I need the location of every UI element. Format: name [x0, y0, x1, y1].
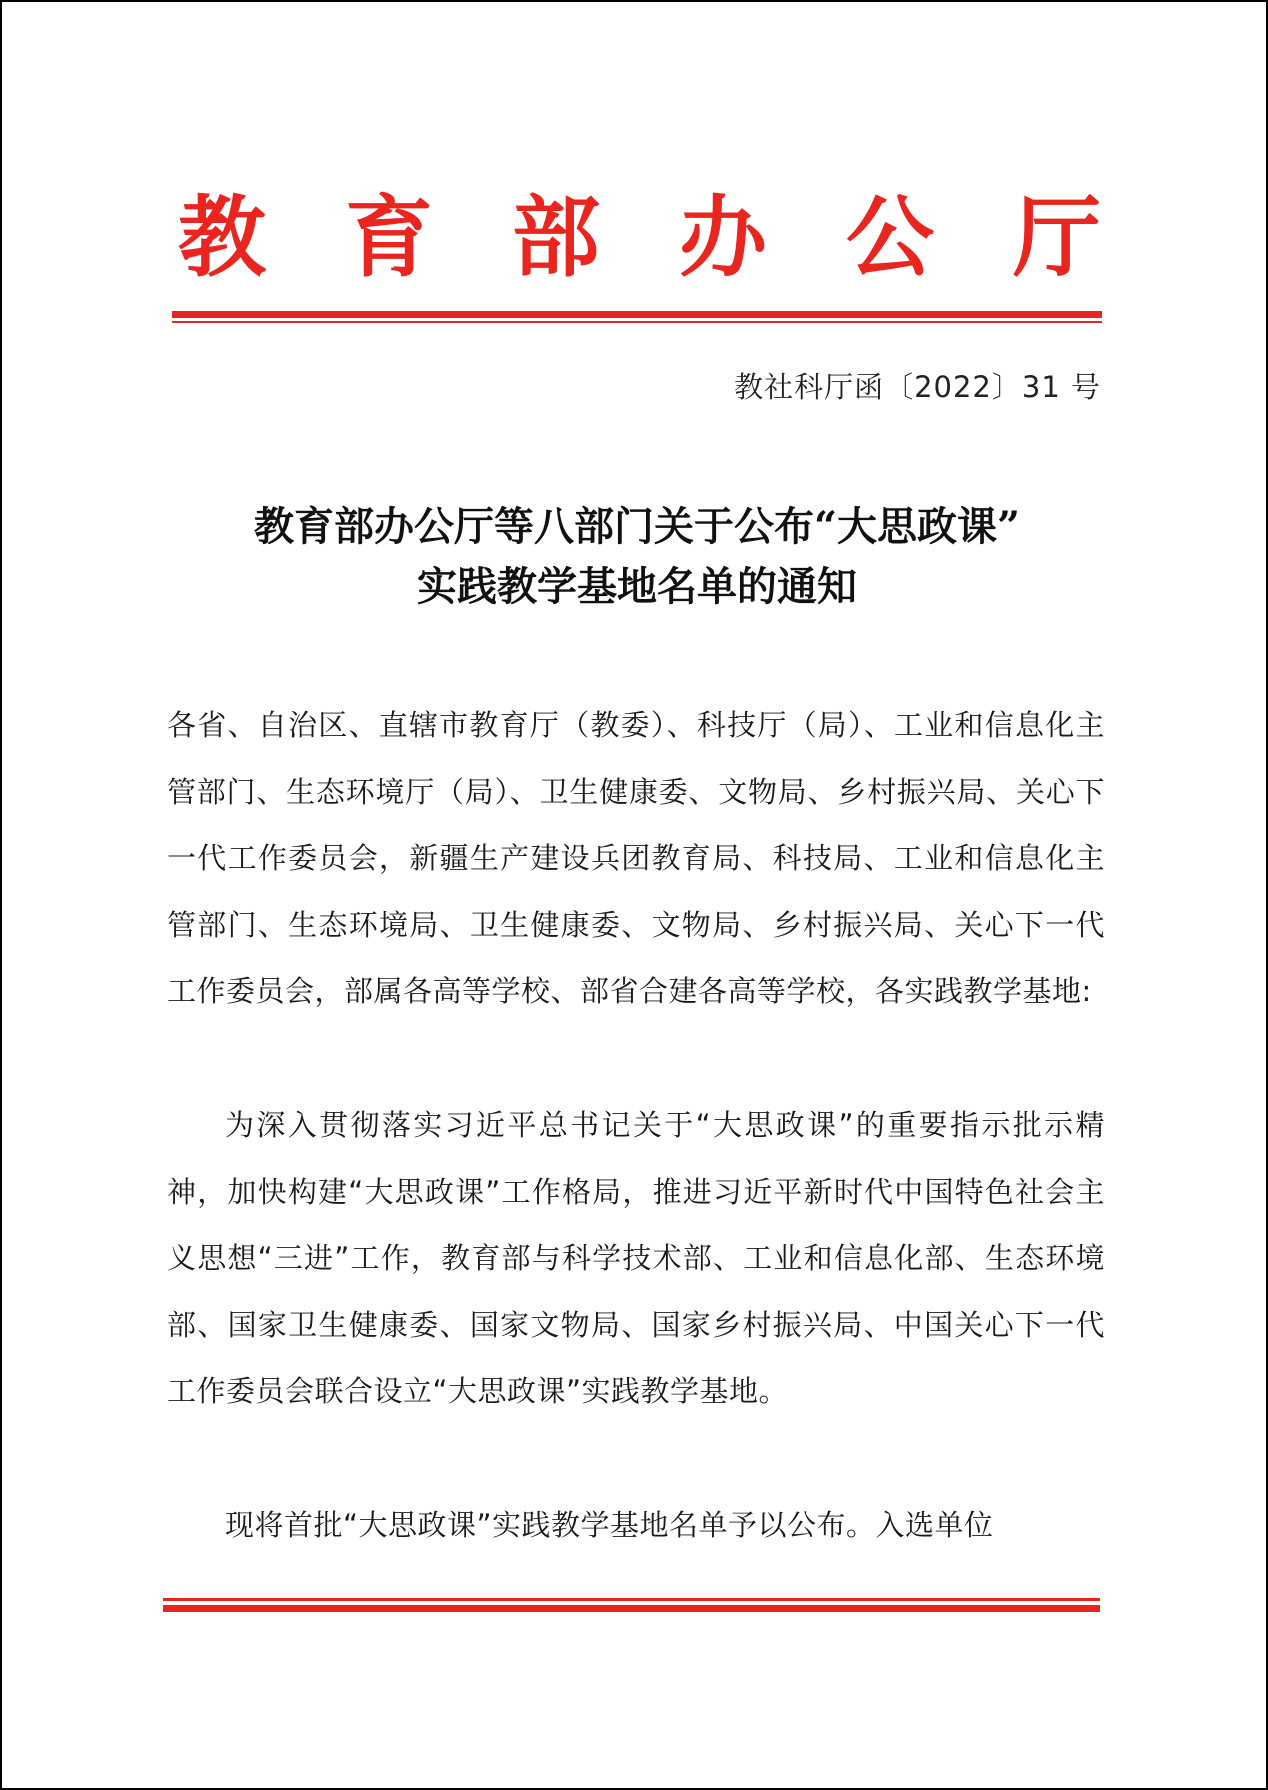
masthead-char: 育	[344, 185, 433, 289]
addressee-paragraph: 各省、自治区、直辖市教育厅（教委）、科技厅（局）、工业和信息化主管部门、生态环境厅（局）、卫生健康委、文物局、乡村振兴局、关心下一代工作委员会，新疆生产建设兵团教育局、科技局、工业和信息化主管部门、生态环境局、卫生健康委、文物局、乡村振兴局、关心下一代工作委员会，部属各高等学校、部省合建各高等学校，各实践教学基地:	[167, 708, 1105, 1008]
masthead-char: 厅	[1012, 185, 1101, 289]
document-title	[152, 497, 1122, 617]
masthead-char: 部	[511, 185, 600, 289]
document-title-line: 实践教学基地名单的通知	[417, 563, 857, 610]
masthead-red-rule-thin	[172, 321, 1102, 323]
footer-red-rule-thin	[163, 1598, 1100, 1601]
masthead-red-rule-thick	[172, 311, 1102, 318]
footer-red-rule-thick	[163, 1605, 1100, 1612]
document-number: 教社科厅函〔2022〕31 号	[734, 370, 1101, 404]
body-paragraph: 为深入贯彻落实习近平总书记关于“大思政课”的重要指示批示精神，加快构建“大思政课”工作格局，推进习近平新时代中国特色社会主义思想“三进”工作，教育部与科学技术部、工业和信息化部、生态环境部、国家卫生健康委、国家文物局、国家乡村振兴局、中国关心下一代工作委员会联合设立“大思政课”实践教学基地。	[167, 1108, 1105, 1408]
masthead-char: 公	[845, 185, 934, 289]
masthead-char: 办	[678, 185, 767, 289]
masthead-char: 教	[177, 185, 266, 289]
body-paragraph: 现将首批“大思政课”实践教学基地名单予以公布。入选单位	[225, 1508, 994, 1542]
masthead	[167, 182, 1112, 292]
document-title-line: 教育部办公厅等八部门关于公布“大思政课”	[253, 503, 1020, 550]
